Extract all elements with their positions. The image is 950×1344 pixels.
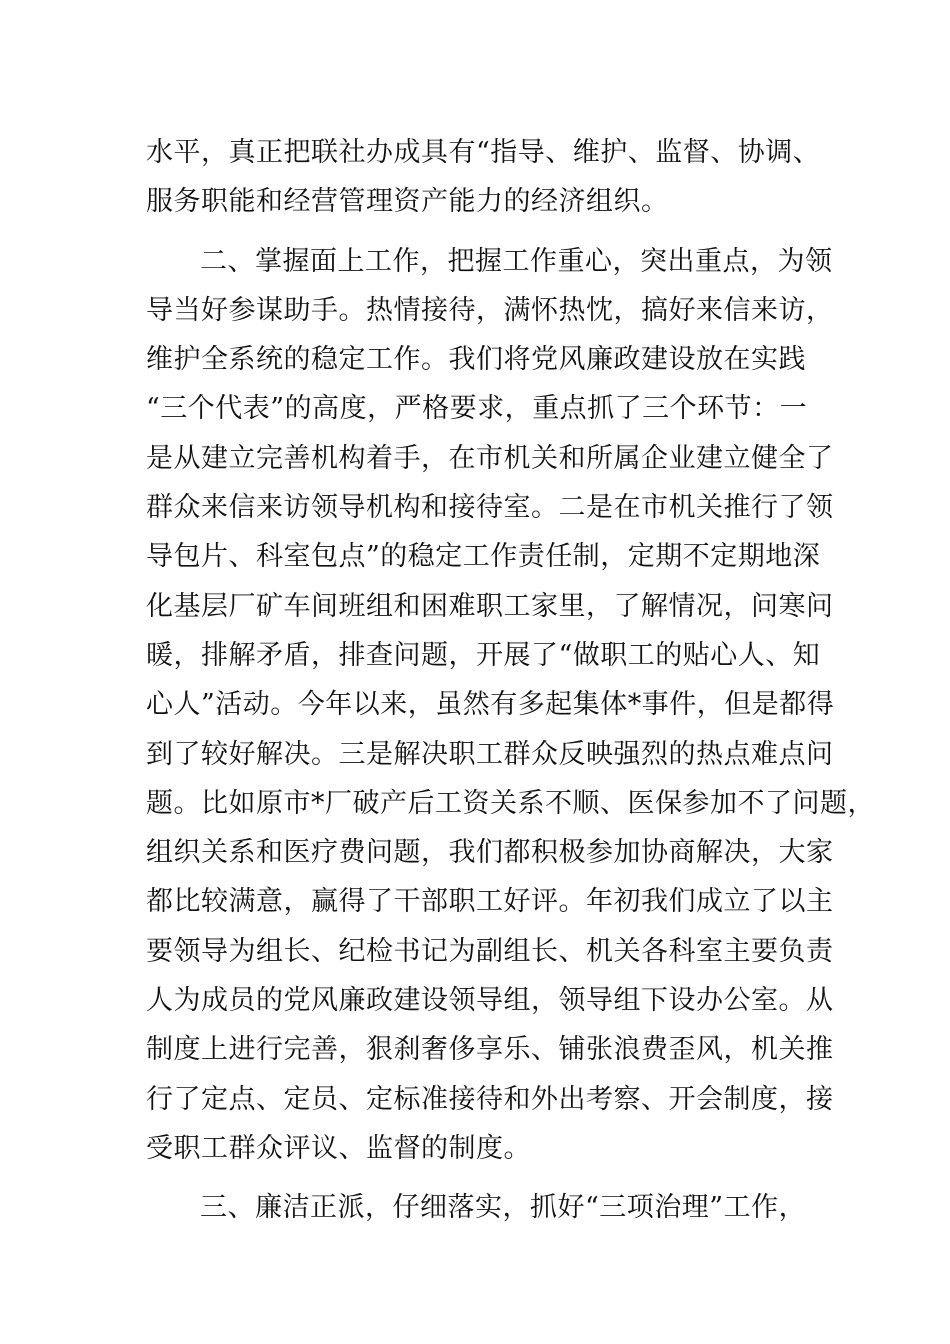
text-line: 三、廉洁正派，仔细落实，抓好“三项治理”工作， xyxy=(200,1192,807,1224)
paragraph-section-two xyxy=(146,237,875,1174)
text-line: 要领导为组长、纪检书记为副组长、机关各科室主要负责 xyxy=(146,935,834,967)
text-line: 服务职能和经营管理资产能力的经济组织。 xyxy=(146,186,669,218)
text-line: 人为成员的党风廉政建设领导组，领导组下设办公室。从 xyxy=(146,985,834,1017)
text-line: 组织关系和医疗费问题，我们都积极参加协商解决，大家 xyxy=(146,837,834,869)
text-line: 群众来信来访领导机构和接待室。二是在市机关推行了领 xyxy=(146,492,834,524)
paragraph-gap xyxy=(146,227,846,237)
text-line: 到了较好解决。三是解决职工群众反映强烈的热点难点问 xyxy=(146,738,834,770)
text-line: 导当好参谋助手。热情接待，满怀热忱，搞好来信来访， xyxy=(146,294,834,326)
text-line: 题。比如原市*厂破产后工资关系不顺、医保参加不了问题， xyxy=(146,787,875,819)
paragraph-section-three xyxy=(146,1183,846,1232)
text-line: 制度上进行完善，狠刹奢侈享乐、铺张浪费歪风，机关推 xyxy=(146,1034,834,1066)
text-line: 暖，排解矛盾，排查问题，开展了“做职工的贴心人、知 xyxy=(146,639,821,671)
text-line: 二、掌握面上工作，把握工作重心，突出重点，为领 xyxy=(200,245,833,277)
text-line: 化基层厂矿车间班组和困难职工家里，了解情况，问寒问 xyxy=(146,590,834,622)
text-line: 水平，真正把联社办成具有“指导、维护、监督、协调、 xyxy=(146,137,821,168)
text-line: “三个代表”的高度，严格要求，重点抓了三个环节：一 xyxy=(146,393,808,425)
text-line: 维护全系统的稳定工作。我们将党风廉政建设放在实践 xyxy=(146,344,806,376)
paragraph-continuation xyxy=(146,128,846,227)
paragraph-gap xyxy=(146,1173,846,1183)
text-line: 行了定点、定员、定标准接待和外出考察、开会制度，接 xyxy=(146,1083,834,1115)
text-line: 心人”活动。今年以来，虽然有多起集体*事件，但是都得 xyxy=(146,689,835,721)
text-line: 都比较满意，赢得了干部职工好评。年初我们成立了以主 xyxy=(146,886,834,918)
document-body xyxy=(146,128,875,1233)
text-line: 是从建立完善机构着手，在市机关和所属企业建立健全了 xyxy=(146,442,834,474)
text-line: 受职工群众评议、监督的制度。 xyxy=(146,1132,531,1164)
text-line: 导包片、科室包点”的稳定工作责任制，定期不定期地深 xyxy=(146,541,821,573)
